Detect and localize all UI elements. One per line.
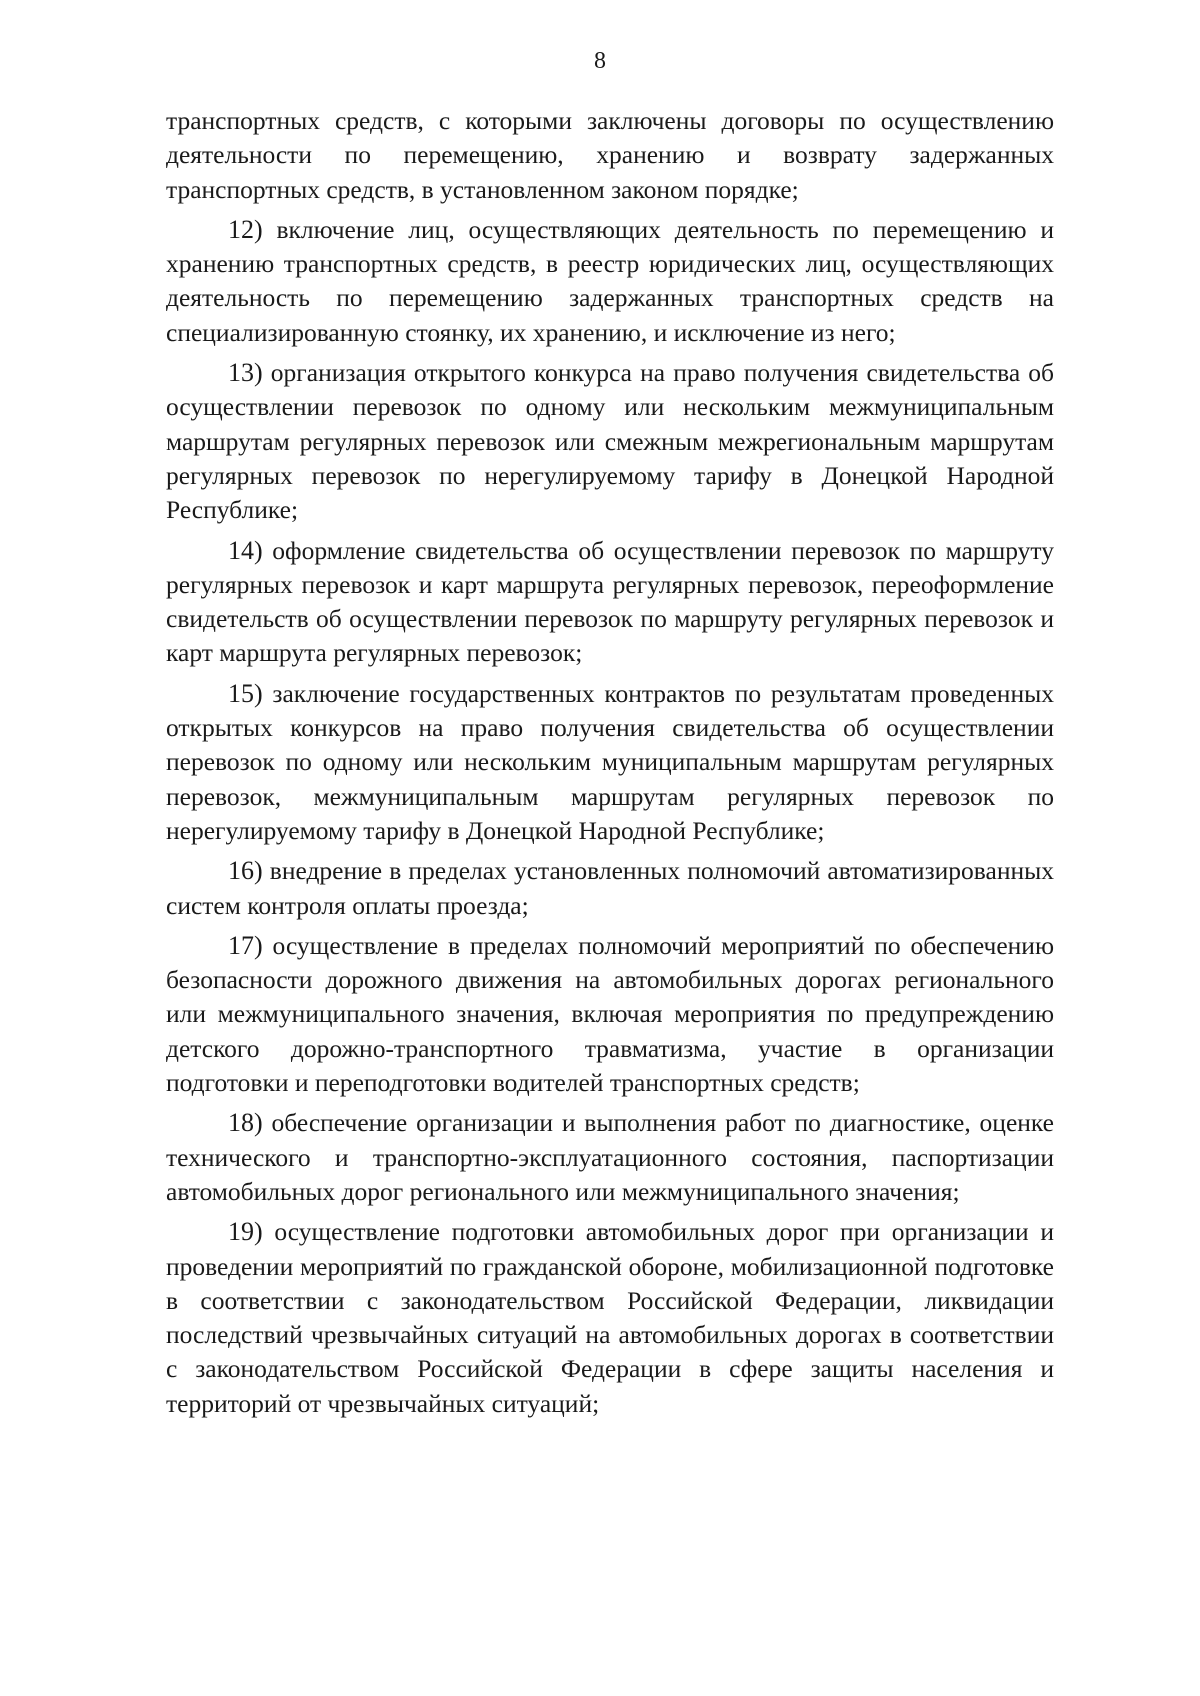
- item-text: организация открытого конкурса на право получения свидетельства об осуществлении перевозок по одному или нескольким межмуниципальным маршрутам регулярных перевозок или смежным межрегиональным маршрутам регулярных перевозок по нерегулируемому тарифу в Донецкой Народной Республике;: [166, 358, 1054, 525]
- list-item-16: [166, 854, 1054, 923]
- list-item-19: [166, 1215, 1054, 1421]
- item-number: 12): [228, 214, 263, 244]
- item-text: оформление свидетельства об осуществлении перевозок по маршруту регулярных перевозок и карт маршрута регулярных перевозок, переоформление свидетельств об осуществлении перевозок по маршруту регулярных перевозок и карт маршрута регулярных перевозок;: [166, 535, 1054, 668]
- list-item-14: [166, 534, 1054, 671]
- item-number: 18): [228, 1108, 263, 1138]
- item-number: 17): [228, 930, 263, 960]
- list-item-15: [166, 677, 1054, 848]
- item-number: 13): [228, 358, 263, 388]
- item-text: заключение государственных контрактов по результатам проведенных открытых конкурсов на право получения свидетельства об осуществлении перевозок по одному или нескольким муниципальным маршрутам регулярных перевозок, межмуниципальным маршрутам регулярных перевозок по нерегулируемому тарифу в Донецкой Народной Республике;: [166, 678, 1054, 845]
- paragraph-text: транспортных средств, с которыми заключены договоры по осуществлению деятельности по перемещению, хранению и возврату задержанных транспортных средств, в установленном законом порядке;: [166, 106, 1054, 204]
- page-number: 8: [594, 48, 606, 74]
- item-number: 14): [228, 535, 263, 565]
- item-text: включение лиц, осуществляющих деятельность по перемещению и хранению транспортных средств, в реестр юридических лиц, осуществляющих деятельность по перемещению задержанных транспортных средств на специализированную стоянку, их хранению, и исключение из него;: [166, 214, 1054, 347]
- list-item-13: [166, 356, 1054, 527]
- item-text: обеспечение организации и выполнения работ по диагностике, оценке технического и транспортно-эксплуатационного состояния, паспортизации автомобильных дорог регионального или межмуниципального значения;: [166, 1108, 1054, 1206]
- item-number: 15): [228, 678, 263, 708]
- item-number: 19): [228, 1217, 263, 1247]
- item-text: осуществление в пределах полномочий мероприятий по обеспечению безопасности дорожного движения на автомобильных дорогах регионального или межмуниципального значения, включая мероприятия по предупреждению детского дорожно-транспортного травматизма, участие в организации подготовки и переподготовки водителей транспортных средств;: [166, 930, 1054, 1098]
- document-body: [166, 104, 1054, 1427]
- item-text: осуществление подготовки автомобильных дорог при организации и проведении мероприятий по гражданской обороне, мобилизационной подготовке в соответствии с законодательством Российской Федерации, ликвидации последствий чрезвычайных ситуаций на автомобильных дорогах в соответствии с законодательством Российской Федерации в сфере защиты населения и территорий от чрезвычайных ситуаций;: [166, 1217, 1054, 1418]
- list-item-18: [166, 1106, 1054, 1209]
- paragraph-continuation: [166, 104, 1054, 207]
- item-number: 16): [228, 856, 263, 886]
- list-item-12: [166, 213, 1054, 350]
- list-item-17: [166, 929, 1054, 1100]
- item-text: внедрение в пределах установленных полномочий автоматизированных систем контроля оплаты проезда;: [166, 856, 1054, 920]
